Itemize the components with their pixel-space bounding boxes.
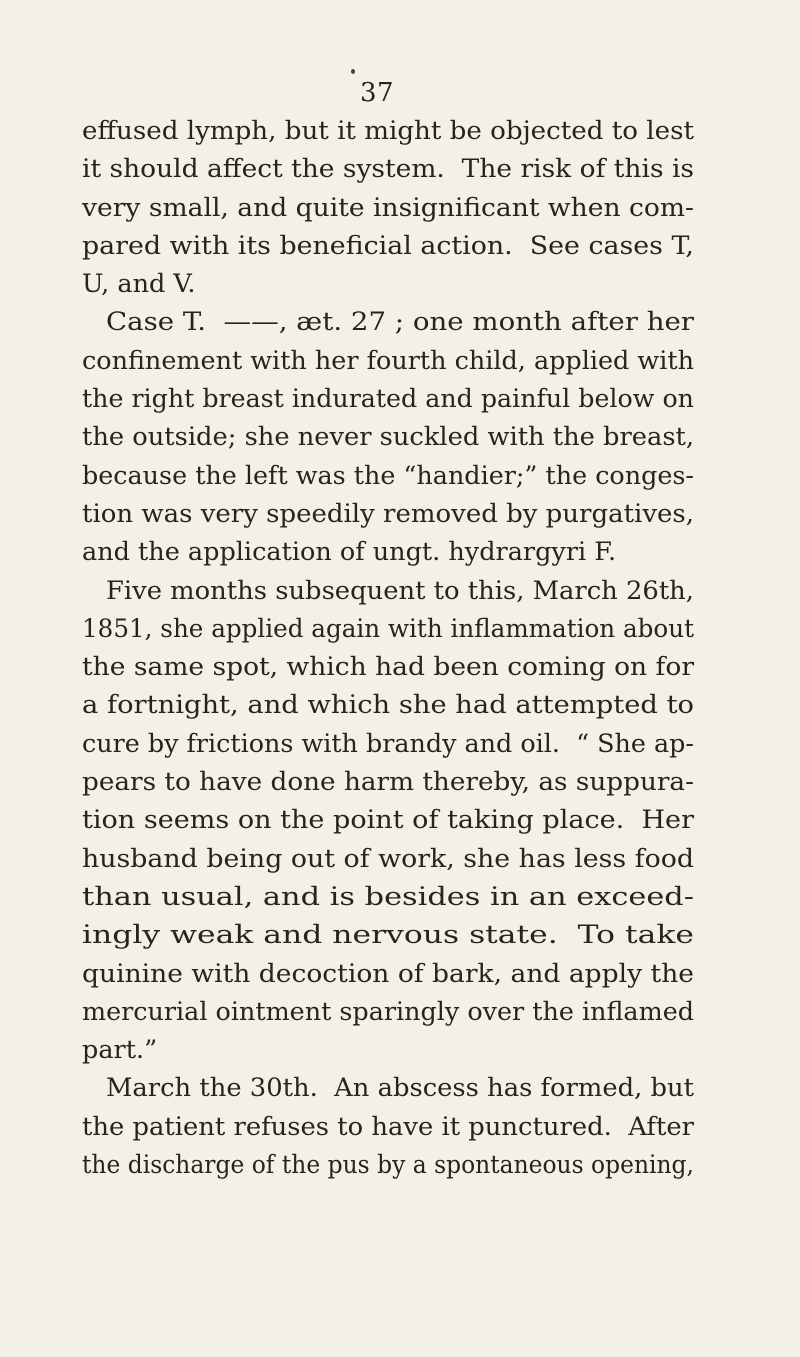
text-line	[82, 418, 694, 456]
line-text: Five months subsequent to this, March 26th,	[106, 575, 695, 606]
text-line	[82, 265, 694, 303]
text-line	[82, 380, 694, 418]
line-text: the same spot, which had been coming on for	[82, 652, 695, 683]
line-text: husband being out of work, she has less food	[82, 843, 695, 874]
text-line	[82, 725, 694, 763]
line-text: effused lymph, but it might be objected to lest	[82, 116, 694, 146]
text-line	[82, 1069, 694, 1107]
line-text: very small, and quite insignificant when com-	[82, 192, 694, 223]
line-text: cure by frictions with brandy and oil. “ She ap-	[82, 728, 694, 759]
line-text: than usual, and is besides in an exceed-	[82, 881, 695, 912]
line-text: and the application of ungt. hydrargyri F.	[82, 537, 617, 568]
text-line	[82, 1146, 694, 1184]
text-line	[82, 763, 694, 801]
text-line	[82, 1031, 694, 1069]
line-text: quinine with decoction of bark, and apply the	[82, 958, 695, 989]
text-line	[82, 189, 694, 227]
line-text: part.”	[82, 1035, 158, 1066]
page-number: 37	[360, 78, 395, 108]
line-text: tion seems on the point of taking place. Her	[82, 805, 695, 836]
text-line	[82, 303, 694, 341]
line-text: the discharge of the pus by a spontaneous opening,	[82, 1150, 694, 1181]
text-line	[82, 1108, 694, 1146]
line-text: it should affect the system. The risk of this is	[82, 154, 695, 185]
line-text: 1851, she applied again with inflammation about	[82, 613, 694, 644]
ink-speck	[351, 69, 355, 74]
line-text: tion was very speedily removed by purgatives,	[82, 498, 694, 529]
text-line	[82, 878, 694, 916]
line-text: a fortnight, and which she had attempted to	[82, 690, 695, 721]
line-text: because the left was the “handier;” the conges-	[82, 460, 695, 491]
line-text: pared with its beneficial action. See cases T,	[82, 230, 694, 261]
line-text: March the 30th. An abscess has formed, but	[106, 1073, 694, 1104]
text-line	[82, 610, 694, 648]
text-line	[82, 955, 694, 993]
text-line	[82, 686, 694, 724]
line-text: ingly weak and nervous state. To take	[82, 920, 694, 951]
text-line	[82, 916, 694, 954]
line-text: Case T. ——, æt. 27 ; one month after her	[106, 307, 695, 338]
text-line	[82, 495, 694, 533]
line-text: the patient refuses to have it punctured. After	[82, 1111, 694, 1142]
text-line	[82, 342, 694, 380]
text-line	[82, 572, 694, 610]
text-line	[82, 533, 694, 571]
line-text: the outside; she never suckled with the breast,	[82, 422, 695, 453]
text-line	[82, 112, 694, 150]
text-line	[82, 150, 694, 188]
text-line	[82, 457, 694, 495]
line-text: mercurial ointment sparingly over the inflamed	[82, 996, 695, 1027]
text-line	[82, 648, 694, 686]
line-text: U, and V.	[82, 269, 196, 300]
text-line	[82, 840, 694, 878]
body-text	[82, 112, 694, 1184]
text-line	[82, 801, 694, 839]
text-line	[82, 993, 694, 1031]
line-text: confinement with her fourth child, applied with	[82, 345, 694, 376]
line-text: pears to have done harm thereby, as suppura-	[82, 767, 694, 798]
line-text: the right breast indurated and painful below on	[82, 384, 694, 415]
text-line	[82, 227, 694, 265]
